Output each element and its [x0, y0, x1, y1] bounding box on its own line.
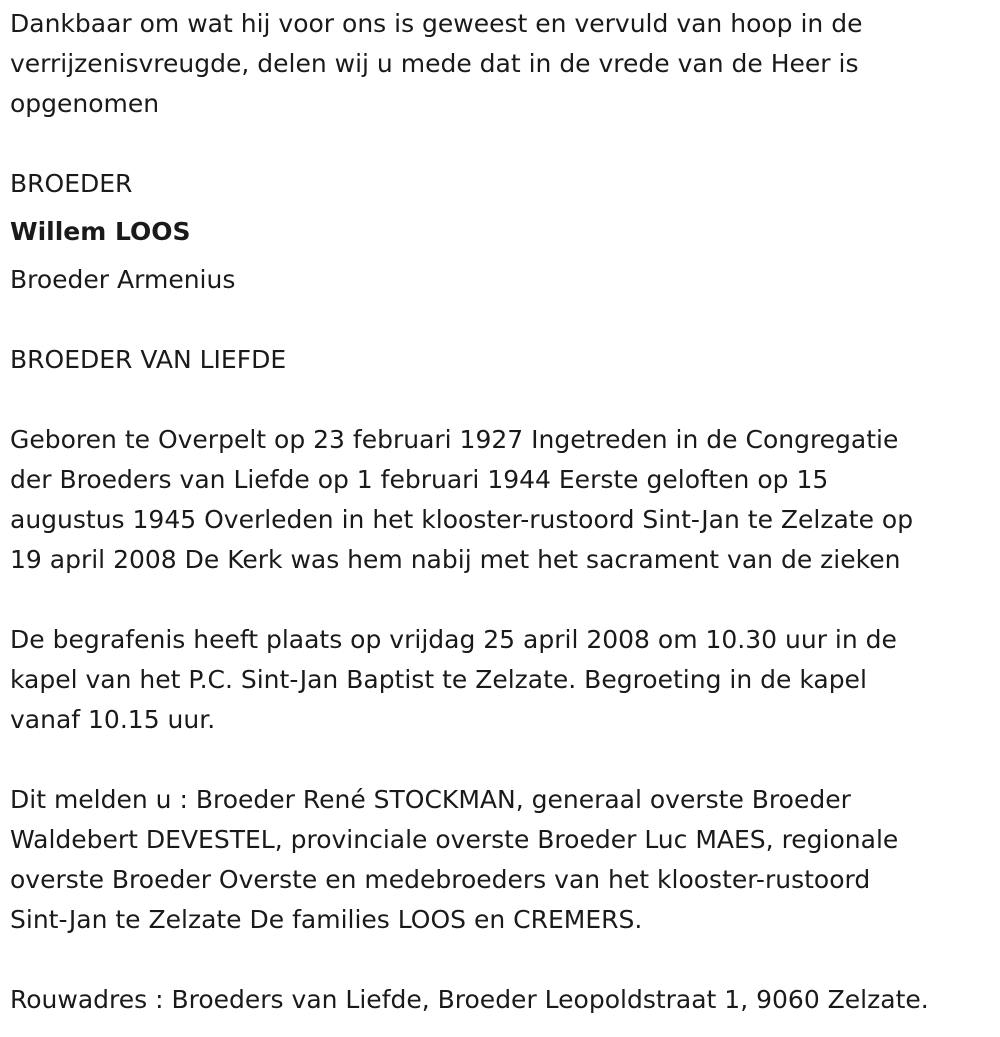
intro-paragraph [10, 0, 990, 124]
biography-line: Geboren te Overpelt op 23 februari 1927 Ingetreden in de Congregatie [10, 425, 899, 454]
biography-line: augustus 1945 Overleden in het klooster-rustoord Sint-Jan te Zelzate op [10, 505, 914, 534]
biography-line: 19 april 2008 De Kerk was hem nabij met het sacrament van de zieken [10, 545, 901, 574]
funeral-paragraph [10, 620, 990, 740]
title-heading: BROEDER [10, 169, 133, 198]
announcers-line: Dit melden u : Broeder René STOCKMAN, generaal overste Broeder [10, 785, 851, 814]
deceased-name: Willem LOOS [10, 217, 191, 246]
intro-line: verrijzenisvreugde, delen wij u mede dat in de vrede van de Heer is [10, 49, 859, 78]
biography-line: der Broeders van Liefde op 1 februari 1944 Eerste geloften op 15 [10, 465, 829, 494]
intro-line: opgenomen [10, 89, 160, 118]
biography-paragraph [10, 420, 990, 580]
announcers-line: Waldebert DEVESTEL, provinciale overste Broeder Luc MAES, regionale [10, 825, 899, 854]
funeral-line: vanaf 10.15 uur. [10, 705, 216, 734]
funeral-line: De begrafenis heeft plaats op vrijdag 25 april 2008 om 10.30 uur in de [10, 625, 897, 654]
congregation-heading: BROEDER VAN LIEFDE [10, 345, 287, 374]
funeral-line: kapel van het P.C. Sint-Jan Baptist te Zelzate. Begroeting in de kapel [10, 665, 867, 694]
religious-name: Broeder Armenius [10, 265, 236, 294]
announcers-line: overste Broeder Overste en medebroeders van het klooster-rustoord [10, 865, 871, 894]
mourning-address: Rouwadres : Broeders van Liefde, Broeder Leopoldstraat 1, 9060 Zelzate. [10, 985, 929, 1014]
announcers-line: Sint-Jan te Zelzate De families LOOS en CREMERS. [10, 905, 643, 934]
announcers-paragraph [10, 780, 990, 940]
intro-line: Dankbaar om wat hij voor ons is geweest en vervuld van hoop in de [10, 9, 863, 38]
